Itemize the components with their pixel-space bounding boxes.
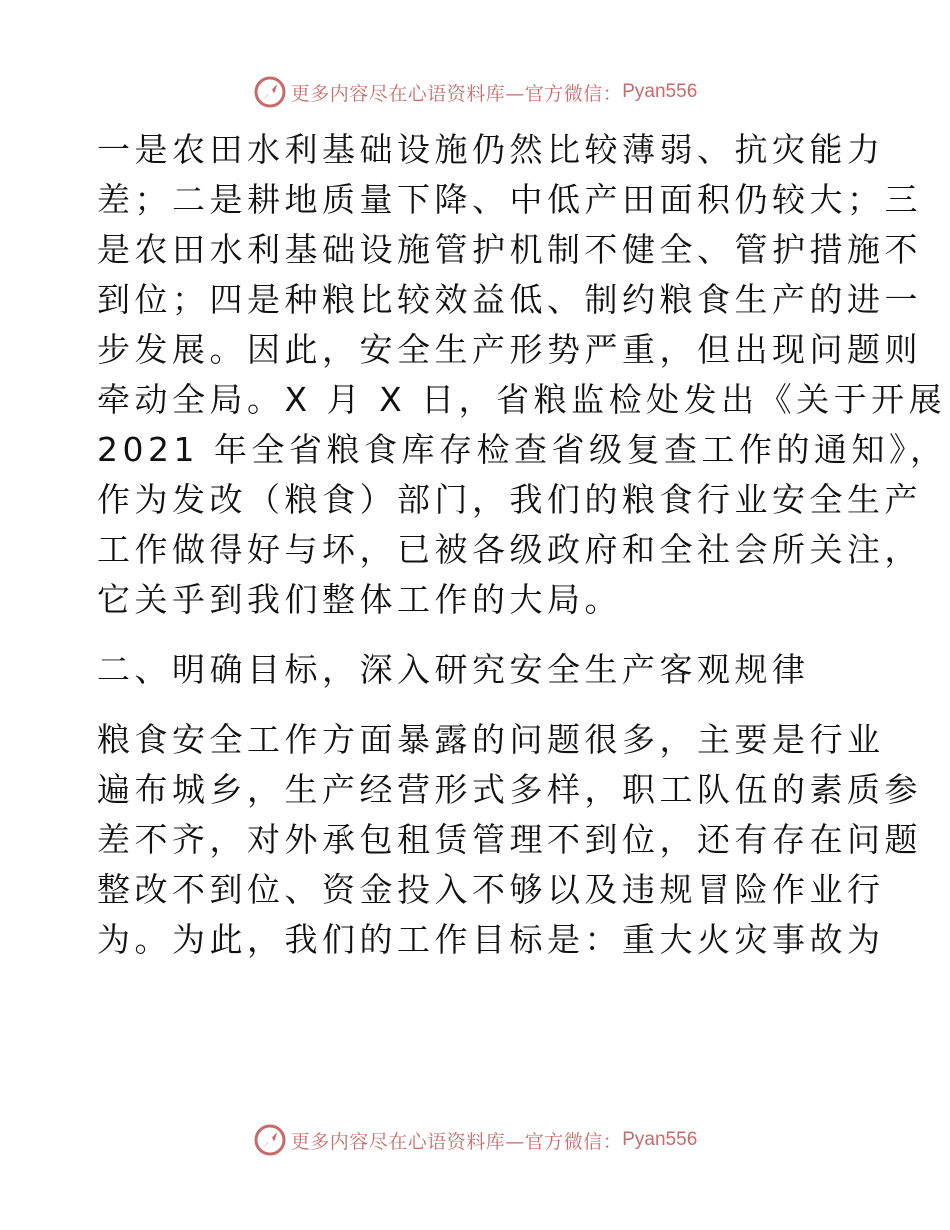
watermark-text: 更多内容尽在心语资料库—官方微信：	[290, 82, 623, 105]
text-line: 作为发改（粮食）部门，我们的粮食行业安全生产	[97, 480, 922, 519]
text-line: 差不齐，对外承包租赁管理不到位，还有存在问题	[97, 820, 922, 859]
text-line: 粮食安全工作方面暴露的问题很多，主要是行业	[97, 720, 885, 759]
text-line: 步发展。因此，安全生产形势严重，但出现问题则	[97, 330, 922, 369]
text-line: 是农田水利基础设施管护机制不健全、管护措施不	[97, 230, 922, 269]
section-heading	[97, 645, 857, 695]
document-body	[97, 125, 948, 965]
heading-text: 二、明确目标，深入研究安全生产客观规律	[97, 650, 810, 689]
watermark-wechat-id: Pyan556	[622, 81, 698, 102]
paragraph-1	[97, 125, 948, 625]
feather-seal-icon	[253, 75, 287, 109]
feather-seal-icon	[253, 1123, 287, 1157]
text-line: 整改不到位、资金投入不够以及违规冒险作业行	[97, 870, 885, 909]
paragraph-2	[97, 715, 922, 965]
text-line: 牵动全局。X 月 X 日，省粮监检处发出《关于开展	[97, 380, 947, 419]
watermark-wechat-id: Pyan556	[622, 1129, 698, 1150]
text-line: 2021 年全省粮食库存检查省级复查工作的通知》，	[97, 430, 948, 469]
text-line: 为。为此，我们的工作目标是：重大火灾事故为	[97, 920, 885, 959]
text-line: 差；二是耕地质量下降、中低产田面积仍较大；三	[97, 180, 922, 219]
text-line: 工作做得好与坏，已被各级政府和全社会所关注，	[97, 530, 922, 569]
text-line: 遍布城乡，生产经营形式多样，职工队伍的素质参	[97, 770, 922, 809]
text-line: 一是农田水利基础设施仍然比较薄弱、抗灾能力	[97, 130, 885, 169]
text-line: 到位；四是种粮比较效益低、制约粮食生产的进一	[97, 280, 922, 319]
watermark-text: 更多内容尽在心语资料库—官方微信：	[290, 1130, 623, 1153]
header-watermark	[0, 72, 950, 112]
footer-watermark	[0, 1120, 950, 1160]
text-line: 它关乎到我们整体工作的大局。	[97, 580, 622, 619]
